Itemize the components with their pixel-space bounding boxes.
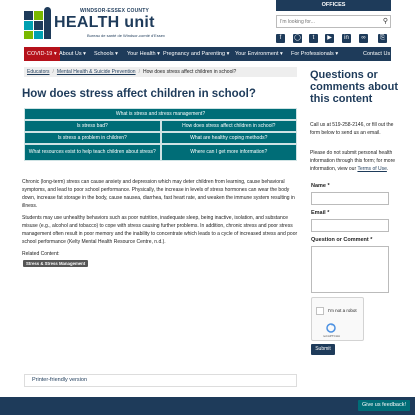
site-header bbox=[0, 0, 415, 44]
nav-item-pregnancy-parenting[interactable]: Pregnancy and Parenting ▾ bbox=[163, 51, 230, 57]
print-icon[interactable]: ⎘ bbox=[378, 34, 387, 43]
recaptcha-label: I'm not a robot bbox=[328, 308, 357, 313]
logo-mark-icon bbox=[24, 5, 52, 39]
email-field[interactable] bbox=[311, 219, 389, 232]
email-label: Email * bbox=[311, 210, 330, 216]
search-icon[interactable]: ⚲ bbox=[382, 18, 388, 25]
body-paragraph-2: Students may use unhealthy behaviors such as poor nutrition, inadequate sleep, being inactive, isolation, and substance misuse (e.g., alcohol and tobacco) to cope with stress causing further problems. In addition, chronic stress and poor stress management often result in poor memory and the inability to concentrate which leads to a cycle of increased stress and poor school performance (Kelty Mental Health Resource Centre, n.d.). bbox=[22, 215, 298, 245]
site-logo[interactable] bbox=[24, 5, 165, 41]
submit-button[interactable]: Submit bbox=[311, 344, 335, 355]
search-input[interactable] bbox=[277, 16, 377, 27]
breadcrumb-link-mental-health[interactable]: Mental Health & Suicide Prevention bbox=[56, 69, 136, 75]
question-link-more-information[interactable]: Where can I get more information? bbox=[161, 144, 298, 161]
question-link-how-stress-affects[interactable]: How does stress affect children in school? bbox=[161, 120, 298, 132]
twitter-icon[interactable]: t bbox=[309, 34, 318, 43]
facebook-icon[interactable]: f bbox=[276, 34, 285, 43]
instagram-icon[interactable]: ◯ bbox=[294, 35, 301, 41]
question-textarea[interactable] bbox=[311, 246, 389, 293]
recaptcha-brand: reCAPTCHA bbox=[323, 334, 341, 338]
main-nav bbox=[24, 47, 391, 61]
sidebar-notice bbox=[310, 149, 398, 173]
question-link-coping-methods[interactable]: What are healthy coping methods? bbox=[161, 132, 298, 144]
printer-friendly-link[interactable]: Printer-friendly version bbox=[32, 377, 88, 383]
related-content-label: Related Content: bbox=[22, 251, 60, 257]
page-title: How does stress affect children in school? bbox=[22, 88, 256, 100]
breadcrumb-link-educators[interactable]: Educators bbox=[27, 69, 50, 75]
youtube-icon[interactable]: ▶ bbox=[325, 34, 334, 43]
sidebar-title: Questions or comments about this content bbox=[310, 69, 399, 105]
question-link-resources[interactable]: What resources exist to help teach children about stress? bbox=[24, 144, 161, 161]
breadcrumb bbox=[24, 67, 297, 77]
logo-line1: WINDSOR-ESSEX COUNTY bbox=[80, 8, 150, 14]
nav-item-about-us[interactable]: About Us ▾ bbox=[59, 51, 86, 57]
sidebar-call-text: Call us at 519-258-2146, or fill out the form below to send us an email. bbox=[310, 122, 394, 136]
related-tag-stress[interactable]: Stress & Stress Management bbox=[23, 260, 88, 267]
logo-line3: Bureau de santé de Windsor-comté d'Essex bbox=[87, 33, 165, 38]
name-field[interactable] bbox=[311, 192, 389, 205]
question-link-what-is-stress[interactable]: What is stress and stress management? bbox=[24, 108, 297, 120]
body-paragraph-1: Chronic (long-term) stress can cause anxiety and depression which may deter children from learning, cause behavioral symptoms, and lead to poor school performance. Physically, the increase in levels of stress hormones can wear the body down, increase fat storage in the body, cause nausea, diarrhea, fast heart rate, and weaken the immune system resulting in illness. bbox=[22, 179, 295, 209]
nav-item-contact-us[interactable]: Contact Us bbox=[363, 51, 391, 57]
recaptcha-widget bbox=[311, 297, 364, 341]
terms-of-use-link[interactable]: Terms of Use bbox=[357, 166, 387, 172]
search-box bbox=[276, 15, 391, 28]
question-link-stress-problem-children[interactable]: Is stress a problem in children? bbox=[24, 132, 161, 144]
nav-item-your-environment[interactable]: Your Environment ▾ bbox=[235, 51, 283, 57]
question-link-is-stress-bad[interactable]: Is stress bad? bbox=[24, 120, 161, 132]
name-label: Name * bbox=[311, 183, 330, 189]
questions-table bbox=[24, 108, 297, 161]
breadcrumb-current: How does stress affect children in school? bbox=[142, 69, 237, 75]
linkedin-icon[interactable]: in bbox=[342, 34, 351, 43]
offices-button[interactable]: OFFICES bbox=[276, 0, 391, 11]
sidebar-notice-end: . bbox=[386, 166, 389, 172]
site-footer bbox=[0, 397, 415, 415]
print-bar bbox=[24, 374, 297, 387]
feedback-button[interactable]: Give us feedback! bbox=[358, 400, 410, 411]
nav-item-schools[interactable]: Schools ▾ bbox=[94, 51, 118, 57]
question-label: Question or Comment * bbox=[311, 237, 373, 243]
recaptcha-logo-icon bbox=[326, 323, 336, 333]
logo-line2: HEALTH unit bbox=[54, 14, 155, 31]
nav-item-covid[interactable]: COVID-19 ▾ bbox=[24, 47, 60, 61]
sidebar-notice-text: Please do not submit personal health information through this form; for more information, view our bbox=[310, 150, 396, 172]
breadcrumb-separator: / bbox=[52, 69, 54, 75]
nav-item-your-health[interactable]: Your Health ▾ bbox=[127, 51, 160, 57]
recaptcha-checkbox[interactable] bbox=[316, 307, 324, 315]
rss-icon[interactable]: ∞ bbox=[359, 34, 368, 43]
breadcrumb-separator: / bbox=[138, 69, 140, 75]
nav-item-for-professionals[interactable]: For Professionals ▾ bbox=[291, 51, 339, 57]
